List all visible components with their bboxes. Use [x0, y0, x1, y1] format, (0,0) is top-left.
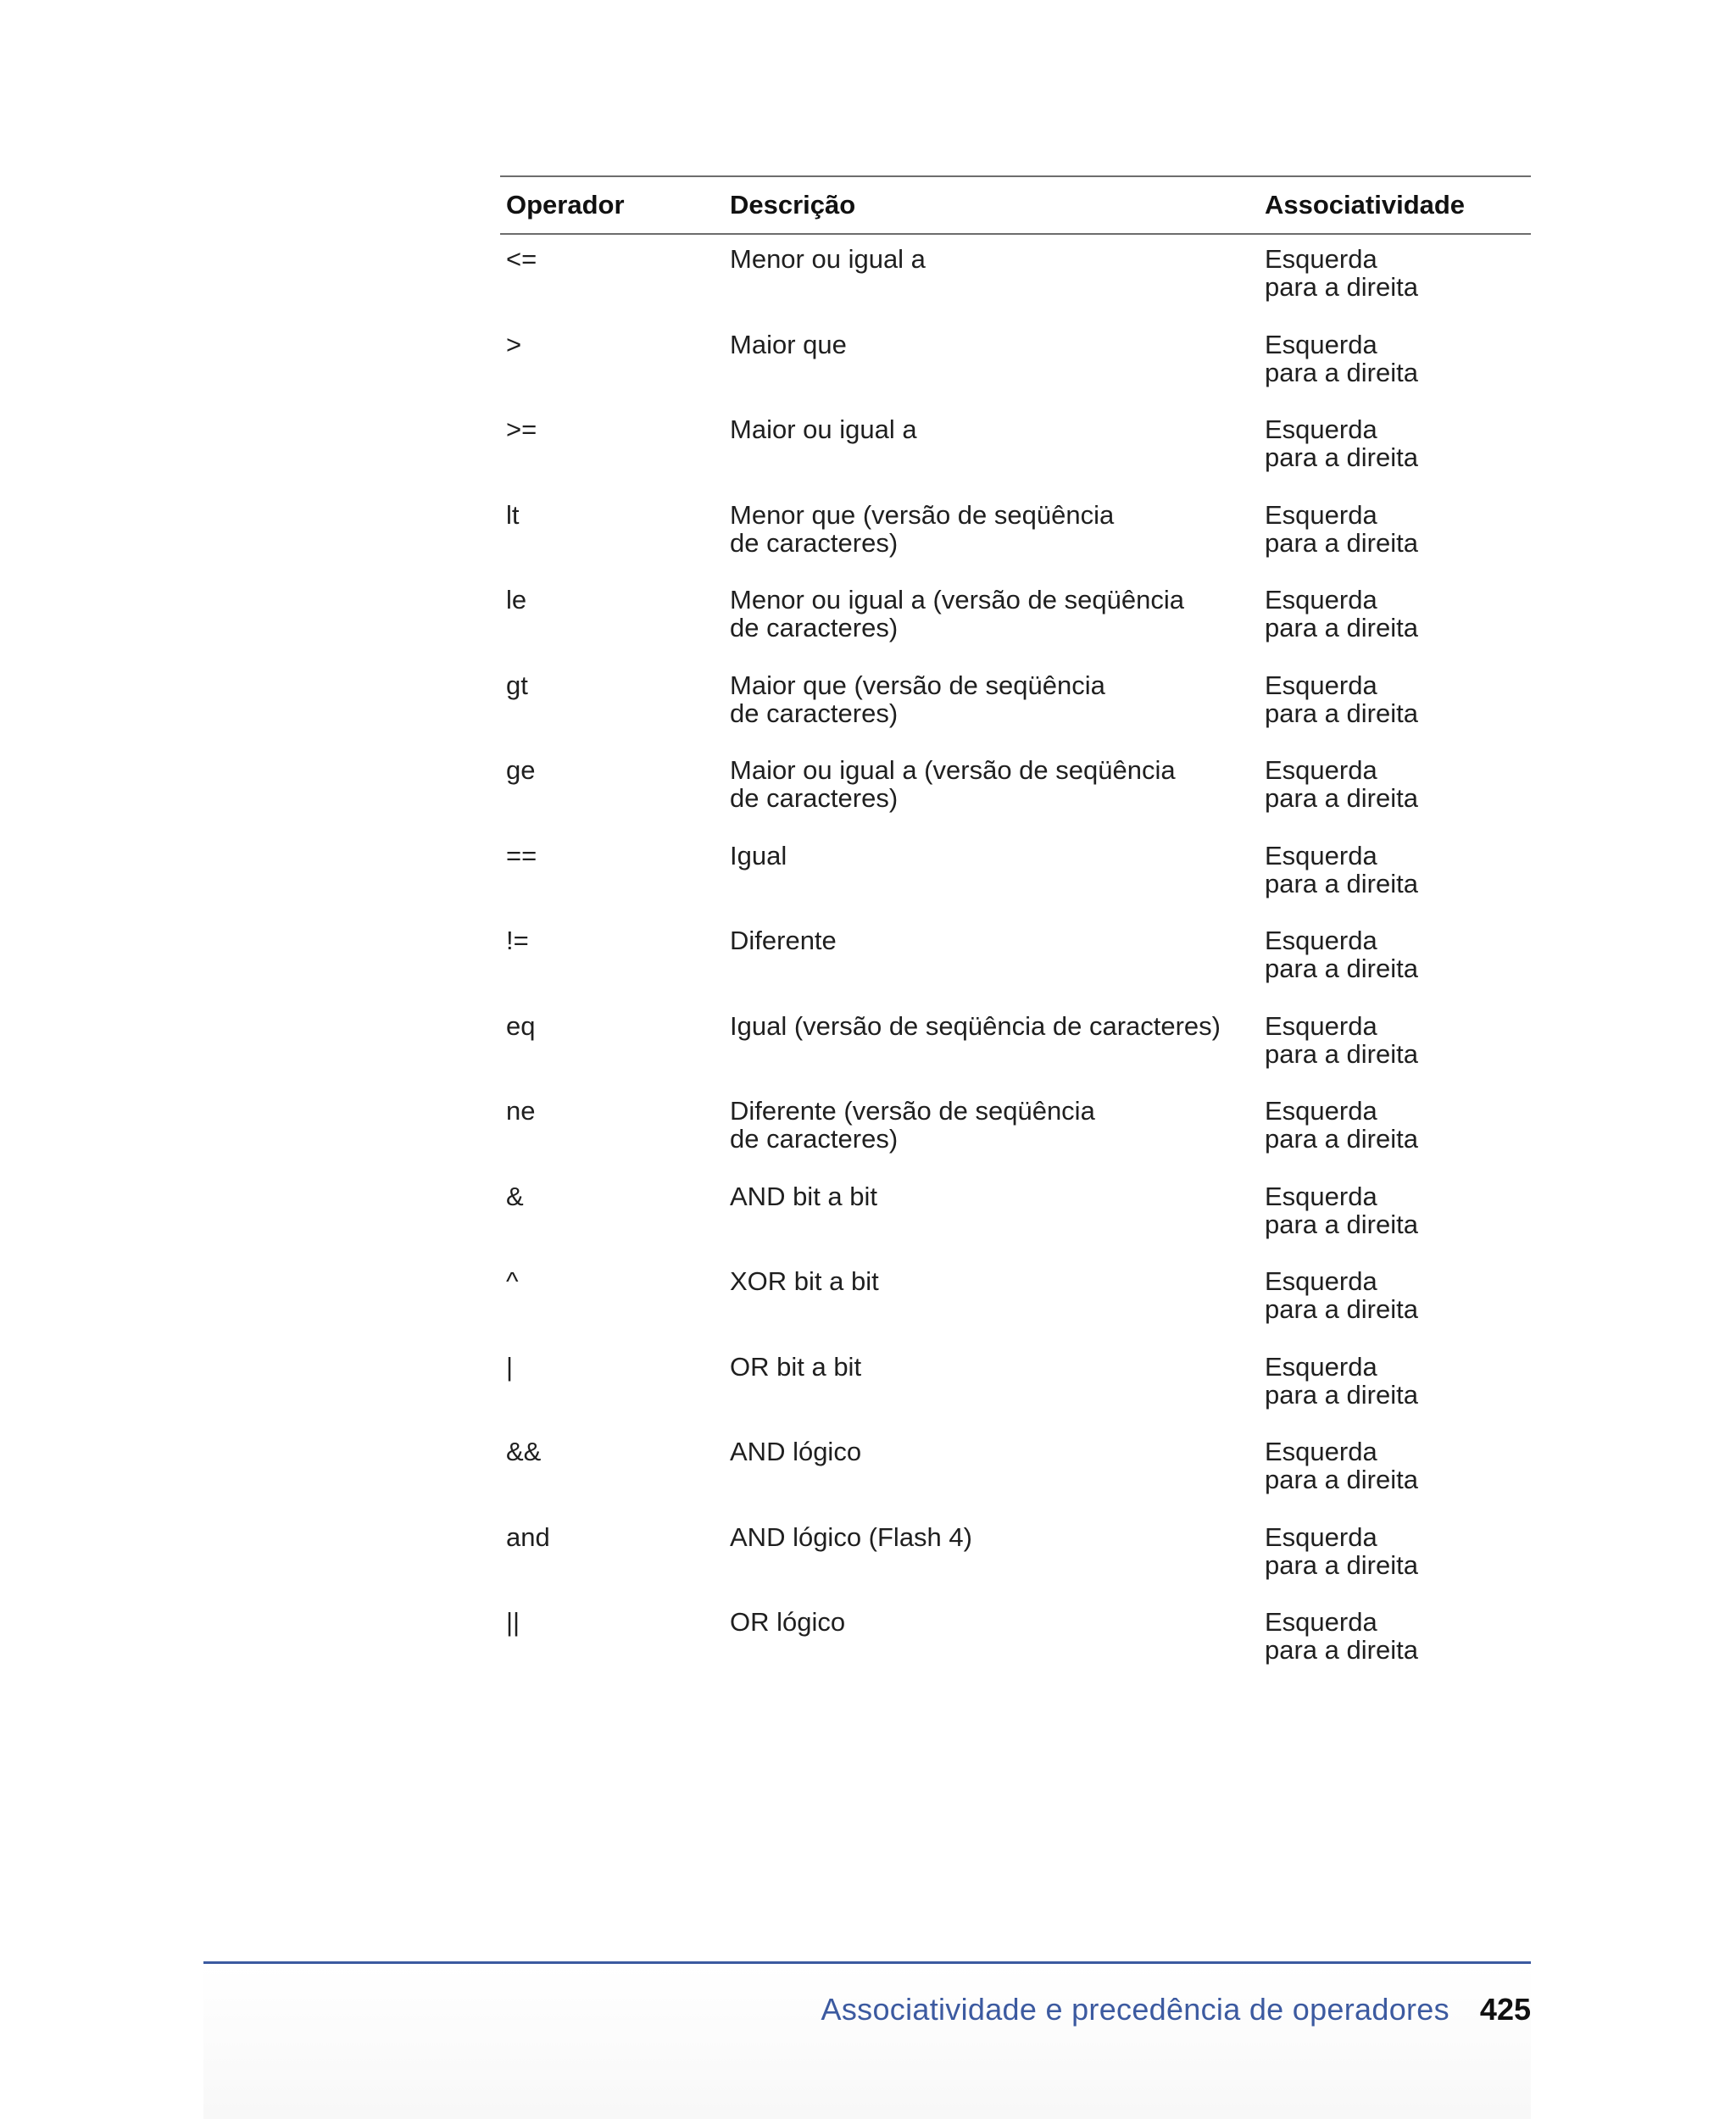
table-row: [500, 1097, 1531, 1182]
table-row: [500, 586, 1531, 671]
operator-cell: ||: [506, 1607, 520, 1637]
operator-cell: !=: [506, 926, 529, 955]
associativity-cell: Esquerda para a direita: [1265, 329, 1418, 387]
operator-cell: &: [506, 1181, 524, 1211]
associativity-cell: Esquerda para a direita: [1265, 840, 1418, 898]
table-row: [500, 245, 1531, 331]
table-row: [500, 415, 1531, 501]
associativity-cell: Esquerda para a direita: [1265, 1266, 1418, 1324]
table-header-row: [500, 177, 1531, 233]
description-cell: Diferente: [730, 926, 837, 955]
associativity-cell: Esquerda para a direita: [1265, 499, 1418, 558]
description-cell: XOR bit a bit: [730, 1266, 879, 1296]
description-cell: Igual (versão de seqüência de caracteres): [730, 1010, 1221, 1041]
header-associativity: Associatividade: [1265, 190, 1466, 220]
description-cell: OR lógico: [730, 1607, 846, 1637]
table-row: [500, 671, 1531, 757]
operator-table: [500, 175, 1531, 1694]
associativity-cell: Esquerda para a direita: [1265, 1437, 1418, 1494]
table-row: [500, 1608, 1531, 1694]
footer-section-title: Associatividade e precedência de operadores: [821, 1992, 1449, 2027]
description-cell: Maior que: [730, 329, 847, 359]
description-cell: Maior ou igual a: [730, 414, 917, 444]
table-row: [500, 1523, 1531, 1609]
operator-cell: ne: [506, 1096, 536, 1126]
associativity-cell: Esquerda para a direita: [1265, 755, 1418, 813]
footer-shade: [203, 1964, 1531, 2119]
page-number: 425: [1479, 1992, 1531, 2027]
description-cell: AND bit a bit: [730, 1181, 878, 1211]
description-cell: AND lógico (Flash 4): [730, 1521, 972, 1552]
associativity-cell: Esquerda para a direita: [1265, 585, 1418, 642]
table-row: [500, 1438, 1531, 1523]
table-row: [500, 1182, 1531, 1268]
footer-rule: [203, 1961, 1531, 1964]
operator-cell: le: [506, 585, 527, 615]
page-footer: [821, 1992, 1531, 2027]
header-description: Descrição: [730, 190, 856, 220]
associativity-cell: Esquerda para a direita: [1265, 1181, 1418, 1239]
table-row: [500, 1012, 1531, 1098]
operator-cell: &&: [506, 1437, 542, 1466]
operator-cell: ge: [506, 755, 536, 785]
description-cell: Menor que (versão de seqüência de caracteres): [730, 499, 1115, 558]
description-cell: Menor ou igual a (versão de seqüência de caracteres): [730, 585, 1184, 642]
table-row: [500, 1267, 1531, 1353]
associativity-cell: Esquerda para a direita: [1265, 1096, 1418, 1154]
table-row: [500, 926, 1531, 1012]
associativity-cell: Esquerda para a direita: [1265, 670, 1418, 728]
operator-cell: ==: [506, 840, 537, 870]
description-cell: OR bit a bit: [730, 1351, 862, 1382]
operator-cell: lt: [506, 499, 520, 530]
associativity-cell: Esquerda para a direita: [1265, 414, 1418, 472]
table-row: [500, 331, 1531, 416]
associativity-cell: Esquerda para a direita: [1265, 1010, 1418, 1069]
operator-cell: >: [506, 329, 522, 359]
operator-cell: ^: [506, 1266, 519, 1296]
associativity-cell: Esquerda para a direita: [1265, 926, 1418, 983]
associativity-cell: Esquerda para a direita: [1265, 1351, 1418, 1410]
operator-cell: <=: [506, 244, 537, 274]
operator-cell: and: [506, 1521, 550, 1552]
associativity-cell: Esquerda para a direita: [1265, 244, 1418, 302]
header-operator: Operador: [506, 190, 625, 220]
operator-cell: gt: [506, 670, 528, 700]
description-cell: Diferente (versão de seqüência de caracteres): [730, 1096, 1095, 1154]
description-cell: Igual: [730, 840, 787, 870]
table-row: [500, 501, 1531, 587]
operator-cell: eq: [506, 1010, 536, 1041]
table-row: [500, 842, 1531, 927]
table-row: [500, 1353, 1531, 1438]
operator-cell: >=: [506, 414, 537, 444]
table-row: [500, 756, 1531, 842]
associativity-cell: Esquerda para a direita: [1265, 1521, 1418, 1580]
table-body: [500, 235, 1531, 1694]
description-cell: Menor ou igual a: [730, 244, 926, 274]
description-cell: Maior que (versão de seqüência de caracteres): [730, 670, 1105, 728]
associativity-cell: Esquerda para a direita: [1265, 1607, 1418, 1665]
description-cell: Maior ou igual a (versão de seqüência de caracteres): [730, 755, 1176, 813]
description-cell: AND lógico: [730, 1437, 862, 1466]
operator-cell: |: [506, 1351, 514, 1382]
